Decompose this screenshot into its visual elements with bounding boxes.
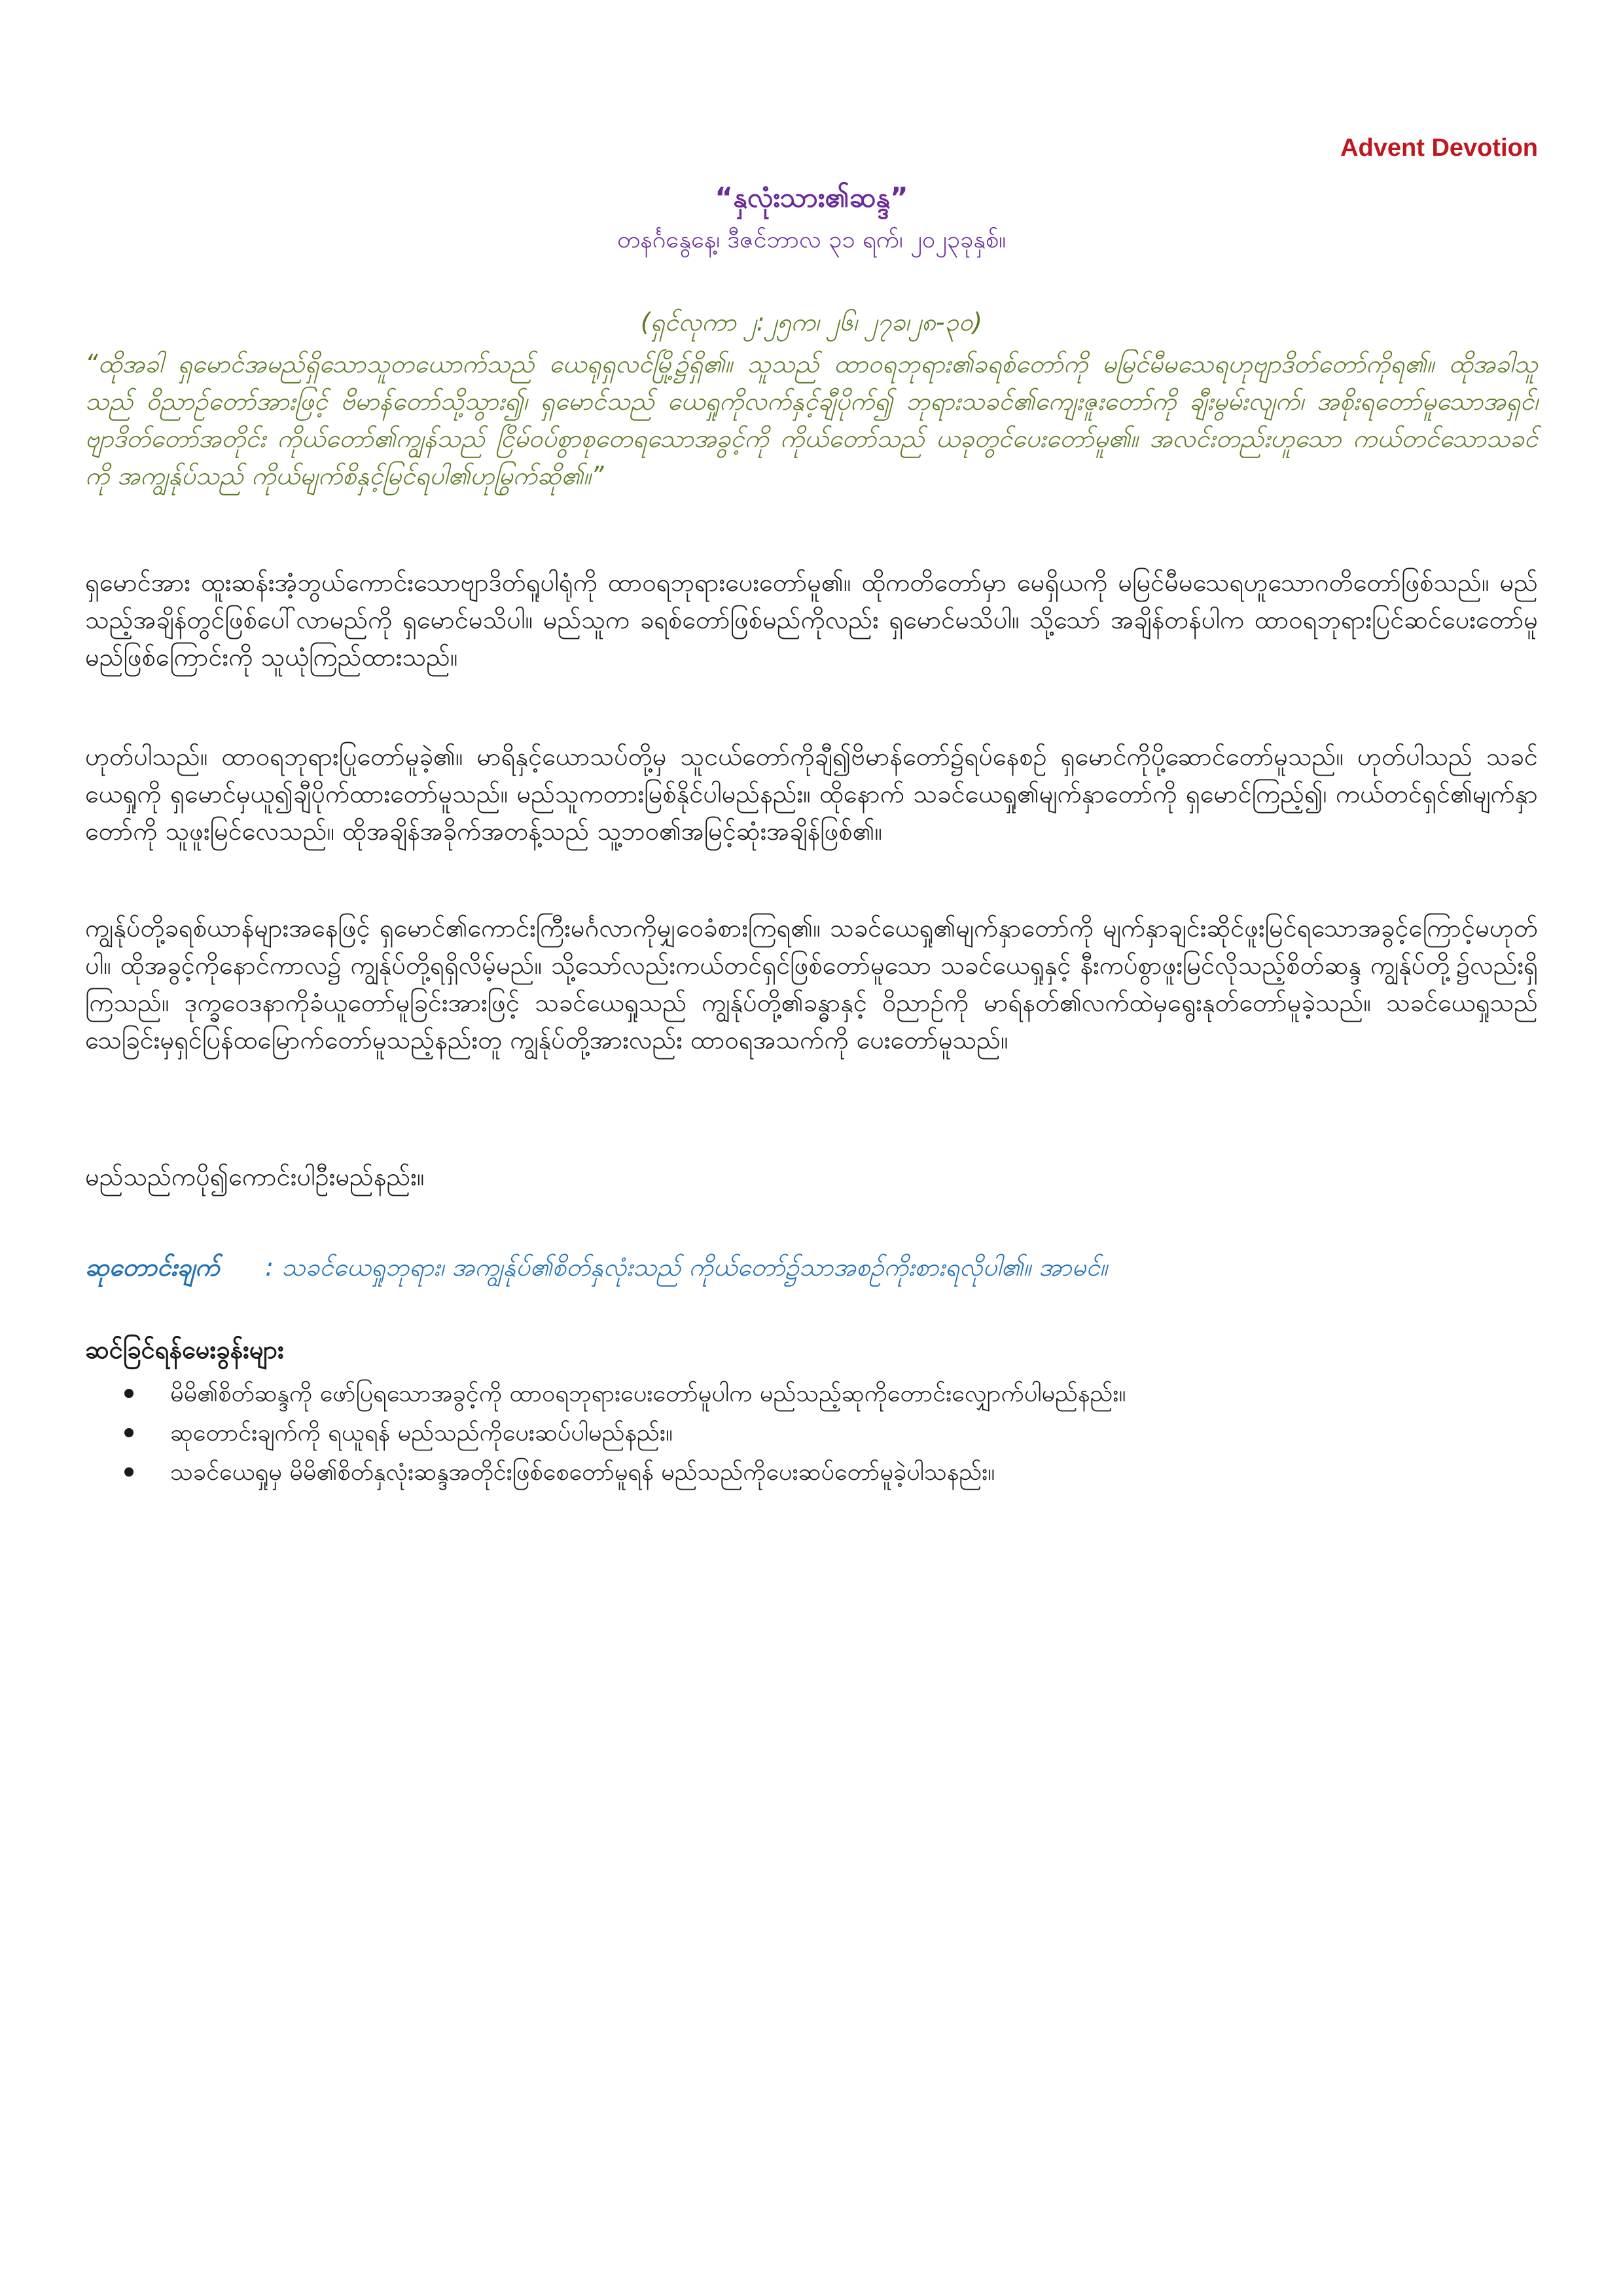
list-item: [170, 1453, 1584, 1492]
body-paragraph-2: ဟုတ်ပါသည်။ ထာဝရဘုရားပြုတော်မူခဲ့၏။ မာရိနှင့်ယောသပ်တို့မှ သူငယ်တော်ကိုချီ၍ဗိမာန်တော်၌ရပ်နေစဉ် ရှမောင်ကိုပို့ဆောင်တော်မူသည်။ ဟုတ်ပါသည် သခင်ယေရှုကို ရှမောင်မှယူ၍ချီပိုက်ထားတော်မူသည်။ မည်သူကတားမြစ်နိုင်ပါမည်နည်း။ ထိုနောက် သခင်ယေရှု၏မျက်နှာတော်ကို ရှမောင်ကြည့်၍၊ ကယ်တင်ရှင်၏မျက်နှာတော်ကို သူဖူးမြင်လေသည်။ ထိုအချိန်အခိုက်အတန့်သည် သူ့ဘဝ၏အမြင့်ဆုံးအချိန်ဖြစ်၏။: [85, 742, 1538, 846]
question-text: ဆုတောင်းချက်ကို ရယူရန် မည်သည်ကိုပေးဆပ်ပါမည်နည်း။: [170, 1420, 673, 1446]
bullet-icon: [124, 1428, 134, 1437]
body-paragraph-3: ကျွန်ုပ်တို့ခရစ်ယာန်များအနေဖြင့် ရှမောင်၏ကောင်းကြီးမင်္ဂလာကိုမျှဝေခံစားကြရ၏။ သခင်ယေရှု၏မျက်နှာတော်ကို မျက်နှာချင်းဆိုင်ဖူးမြင်ရသောအခွင့်ကြောင့်မဟုတ်ပါ။ ထိုအခွင့်ကိုနောင်ကာလ၌ ကျွန်ုပ်တို့ရရှိလိမ့်မည်။ သို့သော်လည်းကယ်တင်ရှင်ဖြစ်တော်မူသော သခင်ယေရှုနှင့် နီးကပ်စွာဖူးမြင်လိုသည့်စိတ်ဆန္ဒ ကျွန်ုပ်တို့၌လည်းရှိကြသည်။ ဒုက္ခဝေဒနာကိုခံယူတော်မူခြင်းအားဖြင့် သခင်ယေရှုသည် ကျွန်ုပ်တို့၏ခန္ဓာနှင့် ဝိညာဉ်ကို မာရ်နတ်၏လက်ထဲမှရွေးနုတ်တော်မူခဲ့သည်။ သခင်ယေရှုသည် သေခြင်းမှရှင်ပြန်ထမြောက်တော်မူသည့်နည်းတူ ကျွန်ုပ်တို့အားလည်း ထာဝရအသက်ကို ပေးတော်မူသည်။: [85, 914, 1538, 1054]
list-item: [170, 1414, 1584, 1453]
question-text: သခင်ယေရှုမှ မိမိ၏စိတ်နှလုံးဆန္ဒအတိုင်းဖြစ်စေတော်မူရန် မည်သည်ကိုပေးဆပ်တော်မူခဲ့ပါသနည်း။: [170, 1459, 995, 1486]
question-text: မိမိ၏စိတ်ဆန္ဒကို ဖော်ပြရသောအခွင့်ကို ထာဝရဘုရားပေးတော်မူပါက မည်သည့်ဆုကိုတောင်းလျှောက်ပါမည်နည်း။: [170, 1380, 1126, 1407]
devotion-title: “နှလုံးသား၏ဆန္ဒ”: [715, 181, 908, 213]
prayer-text: : သခင်ယေရှုဘုရား၊ အကျွန်ုပ်၏စိတ်နှလုံးသည် ကိုယ်တော်၌သာအစဉ်ကိုးစားရလိုပါ၏။ အာမင်။: [265, 1253, 1108, 1282]
body-paragraph-1: ရှမောင်အား ထူးဆန်းအံ့ဘွယ်ကောင်းသောဗျာဒိတ်ရူပါရုံကို ထာဝရဘုရားပေးတော်မူ၏။ ထိုကတိတော်မှာ မေရှိယကို မမြင်မီမသေရဟူသောဂတိတော်ဖြစ်သည်။ မည်သည့်အချိန်တွင်ဖြစ်ပေါ်လာမည်ကို ရှမောင်မသိပါ။ မည်သူက ခရစ်တော်ဖြစ်မည်ကိုလည်း ရှမောင်မသိပါ။ သို့သော် အချိန်တန်ပါက ထာဝရဘုရားပြင်ဆင်ပေးတော်မူမည်ဖြစ်ကြောင်းကို သူယုံကြည်ထားသည်။: [85, 568, 1538, 672]
prayer-label: ဆုတောင်းချက်: [85, 1253, 220, 1282]
scripture-reference: (ရှင်လုကာ ၂:၂၅က၊ ၂၆၊ ၂၇ခ၊၂၈-၃၀): [640, 308, 983, 336]
scripture-passage: “ထိုအခါ ရှမောင်အမည်ရှိသောသူတယောက်သည် ယေရုရှလင်မြို့၌ရှိ၏။ သူသည် ထာဝရဘုရား၏ခရစ်တော်ကို မမြင်မီမသေရဟုဗျာဒိတ်တော်ကိုရ၏။ ထိုအခါသူသည် ဝိညာဉ်တော်အားဖြင့် ဗိမာန်တော်သို့သွား၍၊ ရှမောင်သည် ယေရှုကိုလက်နှင့်ချီပိုက်၍ ဘုရားသခင်၏ကျေးဇူးတော်ကို ချီးမွမ်းလျက်၊ အစိုးရတော်မူသောအရှင်၊ ဗျာဒိတ်တော်အတိုင်း ကိုယ်တော်၏ကျွန်သည် ငြိမ်ဝပ်စွာစုတေရသောအခွင့်ကို ကိုယ်တော်သည် ယခုတွင်ပေးတော်မူ၏။ အလင်းတည်းဟူသော ကယ်တင်သောသခင်ကို အကျွန်ုပ်သည် ကိုယ်မျက်စိနှင့်မြင်ရပါ၏ဟုမြွက်ဆို၏။”: [85, 350, 1538, 490]
bullet-icon: [124, 1389, 134, 1398]
prayer-section: [85, 1249, 1538, 1286]
questions-list: [124, 1374, 1584, 1492]
devotion-date: တနင်္ဂနွေနေ့၊ ဒီဇင်ဘာလ ၃၁ ရက်၊ ၂၀၂၃ခုနှစ်။: [616, 226, 1007, 253]
list-item: [170, 1374, 1584, 1414]
bullet-icon: [124, 1467, 134, 1477]
header-label: Advent Devotion: [1340, 134, 1538, 162]
body-paragraph-4: မည်သည်ကပို၍ကောင်းပါဦးမည်နည်း။: [85, 1162, 425, 1191]
questions-heading: ဆင်ခြင်ရန်မေးခွန်းများ: [85, 1335, 284, 1364]
